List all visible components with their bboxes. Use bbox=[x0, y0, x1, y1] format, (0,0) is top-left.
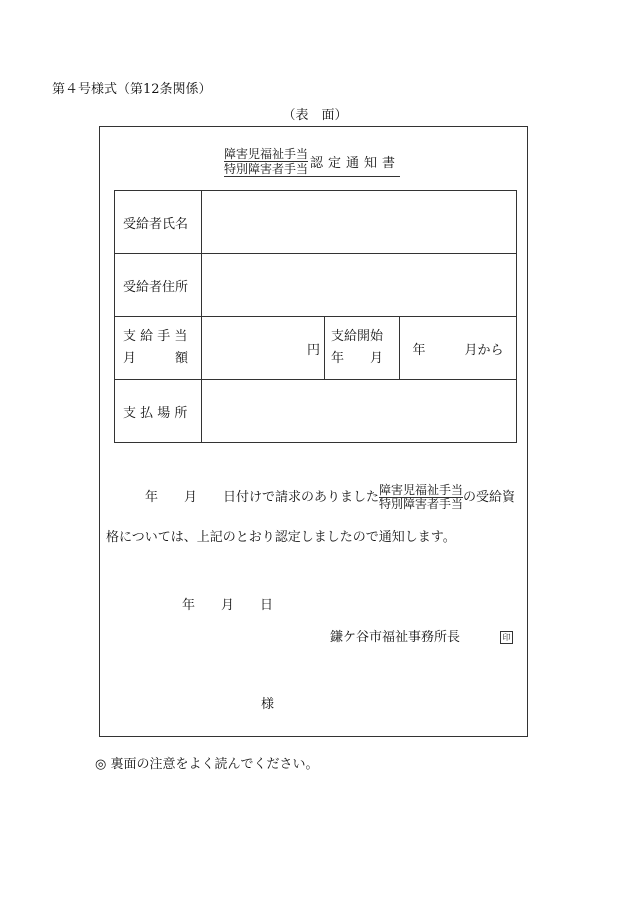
body-allowance-disabled-child: 障害児福祉手当 bbox=[379, 483, 464, 497]
recipient-address-field[interactable] bbox=[202, 254, 517, 317]
body-line-1 bbox=[145, 484, 515, 511]
recipient-name-field[interactable] bbox=[202, 191, 517, 254]
body-line-1-prefix: 年 月 日付けで請求のありました bbox=[145, 490, 380, 505]
body-line-1-suffix: の受給資 bbox=[463, 490, 516, 505]
monthly-amount-label-line2: 月 額 bbox=[123, 351, 189, 366]
table-row bbox=[115, 191, 517, 254]
payment-start-label bbox=[325, 317, 400, 380]
form-title bbox=[224, 146, 400, 177]
recipient-name-label: 受給者氏名 bbox=[115, 191, 202, 254]
table-row bbox=[115, 317, 517, 380]
seal-icon: 印 bbox=[500, 631, 513, 644]
monthly-amount-label bbox=[115, 317, 202, 380]
body-line-2: 格については、上記のとおり認定しましたので通知します。 bbox=[106, 530, 456, 545]
payment-start-label-line1: 支給開始 bbox=[331, 329, 384, 344]
table-row bbox=[115, 254, 517, 317]
monthly-amount-label-line1: 支 給 手 当 bbox=[123, 329, 188, 344]
payment-start-field[interactable] bbox=[400, 317, 517, 380]
allowance-type-special-disabled: 特別障害者手当 bbox=[224, 161, 309, 176]
year-month-from: 年 月から bbox=[412, 342, 504, 358]
body-allowance-stack bbox=[379, 484, 463, 511]
issuer bbox=[330, 626, 460, 645]
payment-place-field[interactable] bbox=[202, 380, 517, 443]
payment-start-label-line2: 年 月 bbox=[331, 351, 384, 366]
monthly-amount-field[interactable] bbox=[202, 317, 325, 380]
allowance-type-stack bbox=[224, 147, 308, 176]
table-row bbox=[115, 380, 517, 443]
yen-unit: 円 bbox=[306, 342, 320, 358]
issuer-name: 鎌ケ谷市福祉事務所長 bbox=[330, 630, 461, 645]
side-label: （表 面） bbox=[282, 108, 348, 123]
issue-date: 年 月 日 bbox=[182, 598, 274, 613]
body-allowance-special-disabled: 特別障害者手当 bbox=[379, 497, 464, 511]
form-number: 第４号様式（第12条関係） bbox=[52, 82, 212, 97]
title-main: 認定通知書 bbox=[310, 155, 401, 171]
footer-note: ◎ 裏面の注意をよく読んでください。 bbox=[95, 757, 319, 772]
payment-place-label: 支 払 場 所 bbox=[115, 380, 202, 443]
seal-mark bbox=[500, 627, 513, 646]
allowance-type-disabled-child: 障害児福祉手当 bbox=[224, 146, 309, 161]
info-table bbox=[114, 190, 517, 443]
addressee: 様 bbox=[261, 697, 275, 712]
recipient-address-label: 受給者住所 bbox=[115, 254, 202, 317]
